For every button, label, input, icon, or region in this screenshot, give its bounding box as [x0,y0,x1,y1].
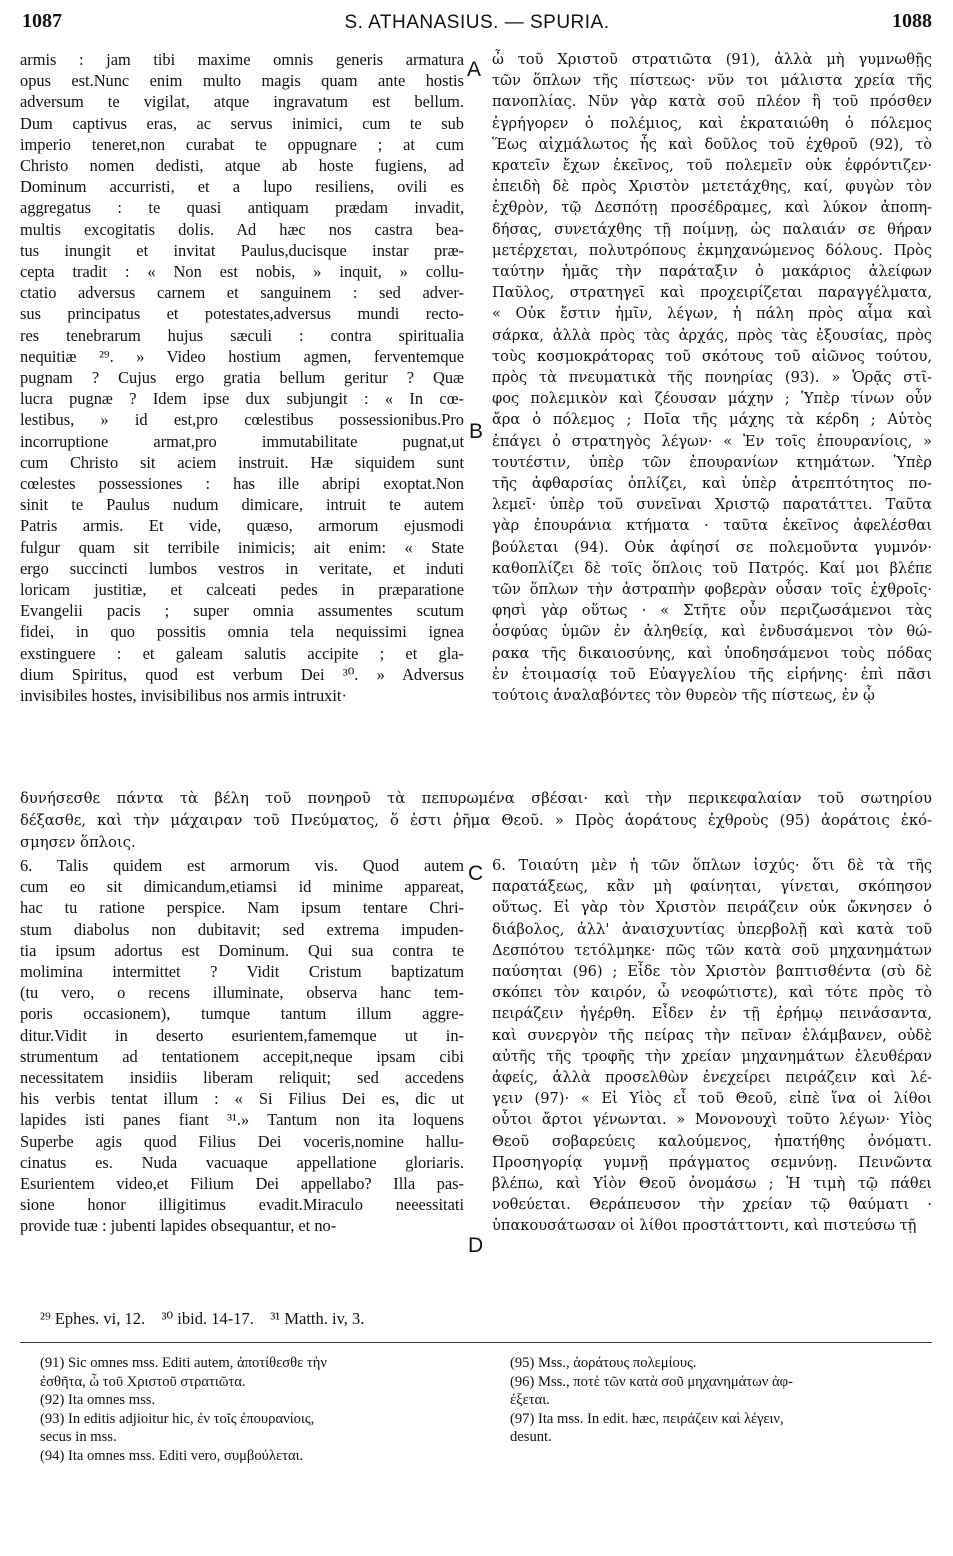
text-line: παύσηται (96) ; Εἶδε τὸν Χριστὸν βαπτισθέντα (σὺ δὲ [492,963,932,981]
text-line: lucra pugnæ ? Idem ipse dux subjungit : « In cœ- [20,389,464,409]
text-line: res tenebrarum hujus sæculi : contra spiritualia [20,325,464,345]
text-line: Esurientem video,et Filium Dei appellabo? Illa pas- [20,1174,464,1194]
scripture-references: ²⁹ Ephes. vi, 12. ³⁰ ibid. 14-17. ³¹ Matth. iv, 3. [40,1309,365,1328]
text-line: ἐπάγει ὁ στρατηγὸς λέγων· « Ἐν τοῖς ἐπουρανίοις, » [492,432,932,450]
text-line: exstinguere : et galeam salutis accipite ; et gla- [20,643,464,663]
text-line: (96) Mss., ποτὲ τῶν κατὰ σοῦ μηχανημάτων ἀφ- [510,1373,793,1390]
text-line: (91) Sic omnes mss. Editi autem, ἀποτίθεσθε τὴν [40,1355,327,1371]
text-line: cum Christo sit aciem instruit. Hæ siquidem sunt [20,452,464,472]
text-line: lapides isti panes fiant ³¹.» Tantum non ita loquens [20,1110,464,1130]
latin-column-bottom [20,855,464,1237]
text-line: fidei, in quo possitis omnia tela nequissimi ignea [20,622,464,642]
text-line: μετέρχεται, πολυτρόπους ἐκμηχανώμενος δόλους. Πρὸς [492,241,932,259]
text-line: cepta tradit : « Non est nobis, » inquit, » collu- [20,262,464,282]
text-line: sus principatus et potestates,adversus mundi recto- [20,304,464,324]
text-line: Evangelii pacis ; super omnia assumentes scutum [20,601,464,621]
text-line: ὀσφύας ὑμῶν ἐν ἀληθείᾳ, καὶ ἐνδυσάμενοι τὸν θώ- [492,623,932,641]
text-line: (93) In editis adjioitur hic, ἐν τοῖς ἐπουρανίοις, [40,1410,315,1427]
text-line: πρὸς τὰ πνευματικὰ τῆς πονηρίας (93). » Ὁρᾷς στῖ- [492,369,932,387]
text-line: his verbis tentat illum : « Si Filius Dei es, dic ut [20,1089,464,1109]
text-line: πανοπλίας. Νῦν γὰρ κατὰ σοῦ πλέον ἢ τοῦ πρόσθεν [492,93,932,111]
page-header [22,10,932,40]
text-line: invisibiles hostes, invisibilibus nos armis intruxit· [20,686,347,706]
text-line: stum diabolus non dubitavit; sed extrema impuden- [20,919,464,939]
text-line: provide tuæ : jubenti lapides obsequantur, et no- [20,1216,337,1236]
text-line: poris occasionem), tumque tantum illum aggre- [20,1004,464,1024]
text-line: νοθεύεται. Θεράπευσον τὴν χρείαν τῷ θαύματι · [492,1196,932,1214]
text-line: ἄρα ὁ πόλεμος ; Ποῖα τῆς μάχης τὰ κέρδη ; Αὐτὸς [492,411,932,429]
text-line: οὕτως. Εἰ γὰρ τὸν Χριστὸν πειράζειν οὐκ ὤκνησεν ὁ [492,899,932,917]
text-line: fulgur quam sit terribile inimicis; ait enim: « State [20,537,464,557]
text-line: παρατάξεως, κἂν μὴ φαίνηται, γίνεται, σκόπησον [492,878,932,896]
section-marker-b: B [469,420,484,443]
greek-fullwidth-continuation [20,788,932,854]
greek-column-bottom [492,855,932,1237]
text-line: lestibus, » id est,pro cœlestibus possessionibus.Pro [20,410,464,430]
text-line: δήσας, συνετάχθης τῇ ποίμνῃ, ὡς παλαιάν σε θήραν [492,220,932,238]
text-line: γειν (97)· « Εἰ Υἱὸς εἶ τοῦ Θεοῦ, εἰπὲ ἵνα οἱ λίθοι [492,1090,932,1108]
text-line: multis excogitatis dolis. Ad hæc nos castra bea- [20,219,464,239]
text-line: tia ipsum adortus est Dominum. Qui sua contra te [20,940,464,960]
text-line: τῆς ἀφθαρσίας ὁπλίζει, καὶ ὑπὲρ ἀτρεπτότητος πο- [492,475,932,493]
text-line: nequitiæ ²⁹. » Video hostium agmen, ferventemque [20,346,464,366]
text-line: Dominum accurristi, et a lupo resiliens, ovili es [20,177,464,197]
footnotes-left [40,1354,480,1466]
text-line: αὐτῆς τῆς τροφῆς τὴν χρείαν μηχανημάτων ἐλευθέραν [492,1047,932,1065]
text-line: strumentum ad tentationem accepit,neque ipsam cibi [20,1046,464,1066]
text-line: Παῦλος, στρατηγεῖ καὶ προχειρίζεται παραγγέλματα, [492,284,932,302]
text-line: έξεται. [510,1392,550,1409]
text-line: ἐσθῆτα, ὦ τοῦ Χριστοῦ στρατιῶτα. [40,1373,246,1390]
text-line: adversum te vigilat, atque ingravatum est bellum. [20,92,464,112]
text-line: ἐχθρὸν, τῷ Δεσπότῃ προσέδραμες, καὶ λύκον ἀποπη- [492,199,932,217]
text-line: aggregatus : te quasi antiquam prædam invadit, [20,198,464,218]
text-line: Dum captivus eras, ac servus inimici, cum te sub [20,113,464,133]
text-line: cœlestes possessiones : has ille abripi exoptat.Non [20,474,464,494]
page-number-left: 1087 [22,10,62,32]
text-line: 6. Τοιαύτη μὲν ἡ τῶν ὅπλων ἰσχύς· ὅτι δὲ τὰ τῆς [492,857,932,874]
text-line: Προσηγορίᾳ γυμνῇ πράγματος σεμνύνῃ. Πεινῶντα [492,1153,932,1171]
text-line: ὑπακουσάτωσαν οἱ λίθοι προστάττοντι, καὶ πιστεύσω τῇ [492,1217,917,1235]
text-line: secus in mss. [40,1429,117,1446]
text-line: Ἕως αἰχμάλωτος ἧς καὶ δοῦλος τοῦ ἐχθροῦ (92), τὸ [492,135,932,153]
text-line: καθοπλίζει δὲ τοῖς ὅπλοις τοῦ Πατρός. Καί μοι βλέπε [492,559,932,577]
text-line: σάρκα, ἀλλὰ πρὸς τὰς ἀρχάς, πρὸς τὰς ἐξουσίας, πρὸς [492,326,932,344]
text-line: τῶν ὅπλων τὴν ἀστραπὴν φοβερὰν οὖσαν τοῖς ἐχθροῖς· [492,581,932,599]
footnote-divider [20,1342,932,1343]
latin-column-top [20,49,464,706]
text-line: Δεσπότου τετόλμηκε· πῶς τῶν κατὰ σοῦ μηχανημάτων [492,941,932,959]
text-line: δέξασθε, καὶ τὴν μάχαιραν τοῦ Πνεύματος, ὅ ἐστι ῥῆμα Θεοῦ. » Πρὸς ἀοράτους ἐχθροὺς (95) ἀοράτοις ἐκό- [20,812,932,829]
text-line: opus est.Nunc enim multo magis quam ante hostis [20,71,464,91]
text-line: ὦ τοῦ Χριστοῦ στρατιῶτα (91), ἀλλὰ μὴ γυμνωθῇς [492,51,932,68]
running-title: S. ATHANASIUS. — SPURIA. [344,12,610,33]
text-line: ἀφείς, ἀλλὰ προσελθὼν ἐνεχείρει πειράζειν καὶ λέ- [492,1069,932,1087]
text-line: Patris armis. Et vide, quæso, armorum ejusmodi [20,516,464,536]
text-line: ἐγρήγορεν ὁ πολέμιος, καὶ ἐκραταιώθη ὁ πόλεμος [492,114,932,132]
text-line: τοὺς κοσμοκράτορας τοῦ σκότους τοῦ αἰῶνος τούτου, [492,347,932,365]
greek-column-top [492,49,932,706]
text-line: Θεοῦ σοβαρεύεις καλούμενος, ἠπατήθης ὀνόματι. [492,1132,932,1150]
text-line: ρακα τῆς δικαιοσύνης, καὶ ὑποδησάμενοι τοὺς πόδας [492,644,932,662]
section-marker-c: C [468,862,484,885]
text-line: desunt. [510,1429,552,1446]
text-line: molimina intermittet ? Vidit Cristum baptizatum [20,962,464,982]
text-line: ergo succincti lumbos vestros in veritate, et induti [20,558,464,578]
text-line: armis : jam tibi maxime omnis generis armatura [20,50,464,69]
text-line: 6. Talis quidem est armorum vis. Quod autem [20,856,464,875]
text-line: cum eo sit dimicandum,etiamsi id minime appareat, [20,877,464,897]
text-line: sinit te Paulus nudum dimicare, intruit te autem [20,495,464,515]
text-line: sione honor illigitimus evadit.Miraculo neeessitati [20,1195,464,1215]
text-line: οὗτοι ἄρτοι γένωνται. » Μονονουχὶ τοῦτο λέγων· Υἱὸς [492,1111,932,1129]
section-marker-d: D [468,1234,484,1257]
text-line: ἐπειδὴ δὲ πρὸς Χριστὸν μετετάχθης, καί, φυγὼν τὸν [492,178,932,196]
text-line: φησὶ γὰρ οὕτως · « Στῆτε οὖν περιζωσάμενοι τὰς [492,602,932,620]
text-line: Superbe agis quod Filius Dei voceris,nomine hallu- [20,1131,464,1151]
text-line: hac tu ratione perspice. Nam ipsum tentare Chri- [20,898,464,918]
text-line: necessitatem insidiis liberam reliquit; sed accedens [20,1068,464,1088]
text-line: (94) Ita omnes mss. Editi vero, συμβούλεται. [40,1447,304,1464]
text-line: σκόπει τὸν καιρόν, ὦ νεοφώτιστε), καὶ τότε πρὸς τὸ [492,984,932,1002]
text-line: τουτέστιν, ὑπὲρ τῶν ἐπουρανίων κτημάτων. Ὑπὲρ [492,453,932,471]
text-line: « Οὐκ ἔστιν ἡμῖν, λέγων, ἡ πάλη πρὸς αἷμα καὶ [492,305,932,323]
text-line: βούλεται (94). Οὐκ ἀφίησί σε πολεμοῦντα γυμνόν· [492,538,932,556]
text-line: imperio teneret,non curabat te oppugnare ; at cum [20,134,464,154]
section-marker-a: A [467,58,482,81]
text-line: λεμεῖ· ὑπὲρ τοῦ συνεῖναι Χριστῷ παρατάττει. Ταῦτα [492,496,932,514]
text-line: φος πολεμικὸν καὶ ζέουσαν μάχην ; Ὑπὲρ τίνων οὖν [492,390,932,408]
text-line: γὰρ ἐπουράνια κτήματα · ταῦτα ἐκεῖνος ἀφελέσθαι [492,517,932,535]
text-line: ταύτην ἡμᾶς τὴν παράταξιν ὁ μακάριος ἀλείφων [492,263,932,281]
text-line: τούτοις ἀναλαβόντες τὸν θυρεὸν τῆς πίστεως, ἐν ᾧ [492,687,875,705]
text-line: (tu vero, o recens illuminate, observa hanc tem- [20,983,464,1003]
text-line: dium Spiritus, quod est verbum Dei ³⁰. » Adversus [20,664,464,684]
text-line: βλέπω, καὶ Υἱὸν Θεοῦ ὀνομάσω ; Ἡ τιμὴ τῷ πάθει [492,1175,932,1193]
text-line: cinatus es. Nuda vacuaque appellatione gloriaris. [20,1152,464,1172]
text-line: incorruptione armat,pro immutabilitate pugnat,ut [20,431,464,451]
text-line: διάβολος, ἀλλ' ἀναισχυντίας ὑπερβολῇ καὶ κατὰ τοῦ [492,920,932,938]
text-line: (92) Ita omnes mss. [40,1392,156,1409]
page-number-right: 1088 [892,10,932,32]
text-line: ditur.Vidit in deserto esurientem,famemque ut in- [20,1025,464,1045]
text-line: κρατεῖν ἔχων ἐκεῖνος, τοῦ πολεμεῖν οὐκ ἐφρόντιζεν· [492,157,932,175]
text-line: πειράζειν ἠγέρθη. Εἶδεν ἐν τῇ ἐρήμῳ πεινάσαντα, [492,1005,932,1023]
text-line: ctatio adversus carnem et sanguinem : sed adver- [20,283,464,303]
footnotes-right [510,1354,935,1447]
text-line: pugnam ? Cujus ergo gratia bellum geritur ? Quæ [20,368,464,388]
text-line: (97) Ita mss. In edit. hæc, πειράζειν καὶ λέγειν, [510,1410,784,1427]
text-line: (95) Mss., ἀοράτους πολεμίους. [510,1355,697,1371]
text-line: Christo nomen dedisti, atque ab hoste fugiens, ad [20,156,464,176]
text-line: ἐν ἑτοιμασίᾳ τοῦ Εὐαγγελίου τῆς εἰρήνης· ἐπὶ πᾶσι [492,665,932,683]
text-line: loricam justitiæ, et calceati pedes in præparatione [20,580,464,600]
text-line: σμησεν ὅπλοις. [20,834,136,851]
text-line: δυνήσεσθε πάντα τὰ βέλη τοῦ πονηροῦ τὰ πεπυρωμένα σβέσαι· καὶ τὴν περικεφαλαίαν τοῦ σωτηρίου [20,790,932,807]
text-line: τῶν ὅπλων τῆς πίστεως· νῦν τοι μάλιστα χρεία τῆς [492,72,932,90]
text-line: καὶ συνεργὸν τῆς πείρας τὴν πεῖναν ἐλάμβανεν, οὐδὲ [492,1026,932,1044]
text-line: tus inungit et invitat Paulus,ducisque instar præ- [20,240,464,260]
